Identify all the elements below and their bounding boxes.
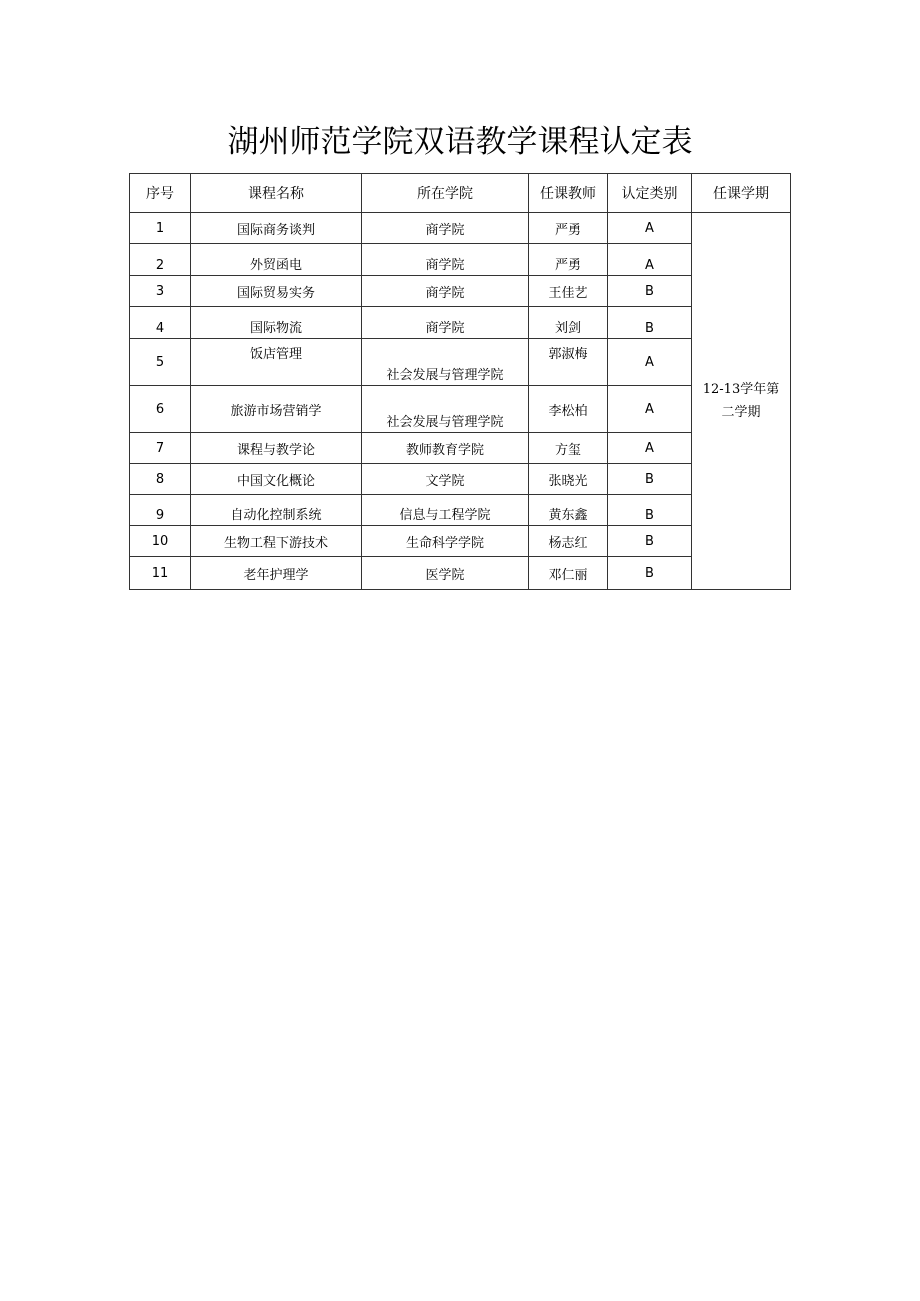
header-no: 序号 — [130, 174, 191, 213]
cell-category: A — [608, 433, 692, 464]
cell-no: 9 — [130, 495, 191, 526]
cell-category: A — [608, 339, 692, 386]
cell-no: 7 — [130, 433, 191, 464]
header-college: 所在学院 — [362, 174, 529, 213]
cell-teacher: 李松柏 — [529, 386, 608, 433]
cell-no: 3 — [130, 276, 191, 307]
cell-course: 国际商务谈判 — [191, 213, 362, 244]
cell-teacher: 方玺 — [529, 433, 608, 464]
cell-category: B — [608, 526, 692, 557]
cell-course: 课程与教学论 — [191, 433, 362, 464]
cell-term — [692, 213, 791, 590]
cell-no: 2 — [130, 244, 191, 276]
cell-course: 旅游市场营销学 — [191, 386, 362, 433]
cell-course: 外贸函电 — [191, 244, 362, 276]
cell-teacher: 严勇 — [529, 244, 608, 276]
cell-course: 饭店管理 — [191, 339, 362, 386]
cell-teacher: 黄东鑫 — [529, 495, 608, 526]
cell-course: 生物工程下游技术 — [191, 526, 362, 557]
cell-teacher: 严勇 — [529, 213, 608, 244]
course-table — [129, 173, 791, 590]
table-row — [130, 464, 791, 495]
term-line-2: 二学期 — [721, 405, 761, 420]
header-category: 认定类别 — [608, 174, 692, 213]
cell-college: 生命科学学院 — [362, 526, 529, 557]
header-course: 课程名称 — [191, 174, 362, 213]
cell-college: 信息与工程学院 — [362, 495, 529, 526]
table-row — [130, 339, 791, 386]
cell-category: B — [608, 495, 692, 526]
cell-college: 商学院 — [362, 213, 529, 244]
header-row — [130, 174, 791, 213]
table-row — [130, 386, 791, 433]
cell-college: 社会发展与管理学院 — [362, 339, 529, 386]
table-row — [130, 276, 791, 307]
cell-course: 老年护理学 — [191, 557, 362, 590]
cell-teacher: 郭淑梅 — [529, 339, 608, 386]
term-line-1: 12-13学年第 — [702, 382, 780, 397]
cell-category: A — [608, 244, 692, 276]
cell-no: 4 — [130, 307, 191, 339]
table-row — [130, 307, 791, 339]
cell-course: 国际物流 — [191, 307, 362, 339]
cell-college: 商学院 — [362, 307, 529, 339]
cell-no: 11 — [130, 557, 191, 590]
cell-teacher: 王佳艺 — [529, 276, 608, 307]
cell-no: 10 — [130, 526, 191, 557]
header-teacher: 任课教师 — [529, 174, 608, 213]
cell-no: 8 — [130, 464, 191, 495]
page-title: 湖州师范学院双语教学课程认定表 — [227, 124, 693, 160]
cell-category: A — [608, 213, 692, 244]
cell-category: B — [608, 307, 692, 339]
cell-no: 6 — [130, 386, 191, 433]
cell-category: B — [608, 276, 692, 307]
cell-course: 自动化控制系统 — [191, 495, 362, 526]
cell-category: B — [608, 464, 692, 495]
cell-category: B — [608, 557, 692, 590]
cell-college: 社会发展与管理学院 — [362, 386, 529, 433]
cell-teacher: 邓仁丽 — [529, 557, 608, 590]
table-row — [130, 557, 791, 590]
cell-teacher: 张晓光 — [529, 464, 608, 495]
cell-no: 5 — [130, 339, 191, 386]
table-row — [130, 433, 791, 464]
cell-college: 商学院 — [362, 276, 529, 307]
cell-teacher: 刘剑 — [529, 307, 608, 339]
cell-college: 商学院 — [362, 244, 529, 276]
cell-course: 中国文化概论 — [191, 464, 362, 495]
cell-category: A — [608, 386, 692, 433]
header-term: 任课学期 — [692, 174, 791, 213]
cell-no: 1 — [130, 213, 191, 244]
cell-course: 国际贸易实务 — [191, 276, 362, 307]
cell-college: 医学院 — [362, 557, 529, 590]
cell-college: 教师教育学院 — [362, 433, 529, 464]
table-row — [130, 495, 791, 526]
table-row — [130, 244, 791, 276]
cell-teacher: 杨志红 — [529, 526, 608, 557]
table-row — [130, 213, 791, 244]
table-row — [130, 526, 791, 557]
cell-college: 文学院 — [362, 464, 529, 495]
